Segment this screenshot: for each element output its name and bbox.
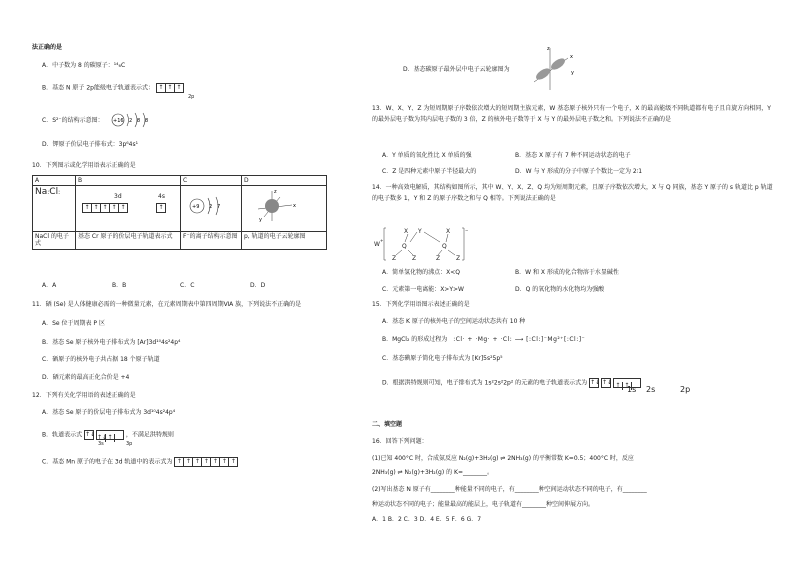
q13-option-d: D．W 与 Y 形成的分子中原子个数比一定为 2∶1 [515, 168, 643, 175]
svg-text:7: 7 [217, 204, 221, 211]
q11-stem: 11．硒 (Se) 是人体健康必需的一种微量元素，在元素周期表中第四周期ⅥA 族，下列说法不正确的是 [32, 301, 302, 308]
q16-choices: A．1 B．2 C．3 D．4 E．5 F．6 G．7 [372, 516, 482, 523]
q14-option-b: B．W 和 X 形成的化合物溶于水显碱性 [515, 269, 619, 276]
q12-3s-box: ↑↓ [85, 431, 96, 438]
q11-option-b: B．基态 Se 原子核外电子排布式为 [Ar]3d¹⁰4s²4p⁴ [42, 339, 181, 346]
nacl-electron-formula: Na:Cl: [33, 186, 76, 232]
mn-3d-orbital-diagram: ↑ ↑ ↑ ↑ ↑ ↑ ↑ [174, 457, 238, 467]
svg-text:Q: Q [402, 243, 407, 250]
q9-option-b: B．基态 N 原子 2p能级电子轨道表示式： ↑ ↑ ↑ [42, 83, 184, 93]
svg-text:Q: Q [442, 243, 447, 250]
svg-text:Z: Z [392, 255, 397, 262]
q12-label-3p: 3p [126, 441, 133, 447]
q12-option-c: C．基态 Mn 原子的电子在 3d 轨道中的表示式为 ↑ ↑ ↑ ↑ ↑ ↑ ↑ [42, 457, 238, 467]
svg-text:8: 8 [145, 118, 149, 124]
svg-text:W: W [374, 241, 380, 248]
svg-text:2: 2 [129, 118, 133, 124]
n-2p-orbital-diagram: ↑ ↑ ↑ [156, 83, 184, 93]
q12-label-3s: 3s [98, 441, 104, 447]
d-1s-box: ↑↓ [590, 379, 601, 386]
q9-b-sublabel: 2p [188, 94, 195, 100]
carbon-p-orbital-cloud-icon [528, 44, 578, 94]
q14-stem: 14．一种高效电解质，其结构如图所示，其中 W、Y、X、Z、Q 均为短周期元素，且原子序数依次增大，X 与 Q 同族，基态 Y 原子的 s 轨道比 p 轨道的电子数多 1，Y 和 Z 的原子序数之和与 Q 相等。下列说法正确的是 [372, 184, 773, 203]
q16-part2-line1: (2)写出基态 N 原子有________种能量不同的电子，有________种空间运动状态不同的电子，有________ [372, 486, 647, 493]
q12-option-b: B．轨道表示式 ↑↓ ↑↓↑ ，不满足洪特规则 [42, 431, 174, 441]
q10-option-c: C．C [180, 282, 195, 289]
svg-text:+9: +9 [192, 204, 200, 211]
q16-stem: 16．回答下列问题： [372, 438, 428, 445]
q10-caption-a: NaCl 的电子式 [33, 232, 76, 249]
q14-option-c: C．元素第一电离能：X>Y>W [382, 286, 464, 293]
svg-text:+16: +16 [113, 118, 124, 124]
q16-part1-line2: 2NH₃(g) ⇌ N₂(g)+3H₂(g) 的 K=________。 [372, 469, 493, 476]
q10-caption-d: p, 轨道的电子云轮廓图 [242, 232, 327, 249]
svg-text:X: X [446, 228, 451, 235]
q9-option-c: C．S²⁻的结构示意图： [42, 117, 104, 124]
q16-part2-line2: 种运动状态不同的电子；能量最高的能层上，电子轨道有________种空间伸展方向。 [372, 501, 595, 508]
q13-option-a: A．Y 单质的氧化性比 X 单质的强 [382, 152, 472, 159]
q15-label-1s: 1s [627, 385, 637, 394]
q15-option-c: C．基态碘原子简化电子排布式为 [Kr]5s²5p⁵ [382, 355, 503, 362]
q11-option-c: C．硒原子的核外电子共占据 18 个原子轨道 [42, 356, 160, 363]
svg-text:Y: Y [418, 228, 422, 235]
svg-text:+: + [380, 238, 384, 243]
q15-label-2s: 2s [646, 385, 656, 394]
q10-header-a: A [33, 176, 76, 186]
svg-text:y: y [259, 217, 262, 224]
q11-option-d: D．硒元素的最高正化合价是 +4 [42, 374, 130, 381]
q16-part1-line1: (1)已知 400°C 时，合成氨反应 N₂(g)+3H₂(g) ⇌ 2NH₃(g) 的平衡常数 K=0.5；400°C 时，反应 [372, 455, 634, 462]
q14-option-d: D．Q 的氧化物的水化物均为强酸 [515, 286, 605, 293]
q13-option-c: C．Z 是四种元素中原子半径最大的 [382, 168, 477, 175]
svg-text:X: X [404, 228, 409, 235]
q10-caption-c: F⁻的离子结构示意图 [181, 232, 242, 249]
svg-text:x: x [570, 54, 573, 60]
q15-stem: 15．下列化学用语图示表述正确的是 [372, 301, 470, 308]
q10-option-b: B．B [112, 282, 127, 289]
q10-caption-b: 基态 Cr 原子的价层电子轨道表示式 [76, 232, 181, 249]
q15-option-b: B．MgCl₂ 的形成过程为 :Cl· + ·Mg· + ·Cl: ⟶ [:Cl:]⁻Mg²⁺[:Cl:]⁻ [382, 336, 586, 343]
svg-text:Z: Z [456, 255, 461, 262]
svg-text:−: − [465, 228, 469, 233]
q9-option-a: A．中子数为 8 的碳原子：¹⁴₆C [42, 62, 126, 69]
svg-text:x: x [293, 203, 296, 210]
d-2p-box: ↑ ↑ [613, 378, 641, 388]
f-ion-structure-icon [181, 186, 242, 232]
q12-option-a: A．基态 Se 原子的价层电子排布式为 3d¹⁰4s²4p⁴ [42, 409, 176, 416]
q10-option-d: D．D [250, 282, 266, 289]
cr-orbital-diagram: 3d 4s ↑ ↑ ↑ ↑ ↑ ↑ [76, 186, 181, 232]
q9-option-d: D．钾原子价层电子排布式：3p⁶4s¹ [42, 141, 139, 148]
section-title-fill-in: 二、填空题 [372, 421, 403, 428]
d-2s-box: ↑↓ [602, 379, 613, 386]
electrolyte-structure-diagram [372, 224, 492, 264]
q10-stem: 10．下列图示或化学用语表示正确的是 [32, 162, 136, 169]
mgcl2-formation-diagram: :Cl· + ·Mg· + ·Cl: ⟶ [:Cl:]⁻Mg²⁺[:Cl:]⁻ [453, 336, 586, 343]
q15-option-d: D．根据洪特规则可知，电子排布式为 1s²2s²2p² 的元素的电子轨道表示式为 ↑↓ ↑↓ ↑ ↑ [382, 378, 641, 388]
q14-option-a: A．简单氢化物的沸点：X<Q [382, 269, 460, 276]
svg-text:y: y [571, 70, 574, 76]
p-orbital-cloud-icon [242, 186, 327, 232]
q10-option-a: A．A [42, 282, 57, 289]
svg-text:Z: Z [412, 255, 417, 262]
q10-table [32, 175, 327, 250]
s2-ion-structure-icon [108, 110, 158, 130]
intro-text: 法正确的是 [32, 44, 63, 51]
q10-header-d: D [242, 176, 327, 186]
q10-header-b: B [76, 176, 181, 186]
svg-text:Z: Z [436, 255, 441, 262]
svg-text:8: 8 [137, 118, 141, 124]
svg-text:z: z [274, 189, 277, 196]
carbon-isotope-symbol: ¹⁴₆C [113, 62, 126, 69]
q12-stem: 12．下列有关化学用语的表述正确的是 [32, 392, 136, 399]
q15-label-2p: 2p [680, 385, 691, 394]
svg-text:2: 2 [209, 204, 213, 211]
q13-stem: 13．W、X、Y、Z 为短周期原子序数依次增大的短周期主族元素，W 基态原子核外只有一个电子，X 的最高能级不同轨道都有电子且自旋方向相同，Y 的最外层电子数为其内层电子数的 3 倍，Z 的核外电子数等于 X 与 Y 的最外层电子数之和。下列说法不正确的是 [372, 105, 771, 124]
q15-option-a: A．基态 K 原子的核外电子的空间运动状态共有 10 种 [382, 318, 526, 325]
q11-option-a: A．Se 位于周期表 P 区 [42, 320, 105, 327]
q12-option-d: D．基态碳原子最外层中电子云轮廓图为 [403, 66, 510, 73]
q10-header-c: C [181, 176, 242, 186]
svg-text:z: z [547, 46, 550, 52]
q12-3p-box: ↑↓↑ [96, 430, 124, 440]
q13-option-b: B．基态 X 原子有 7 种不同运动状态的电子 [515, 152, 631, 159]
